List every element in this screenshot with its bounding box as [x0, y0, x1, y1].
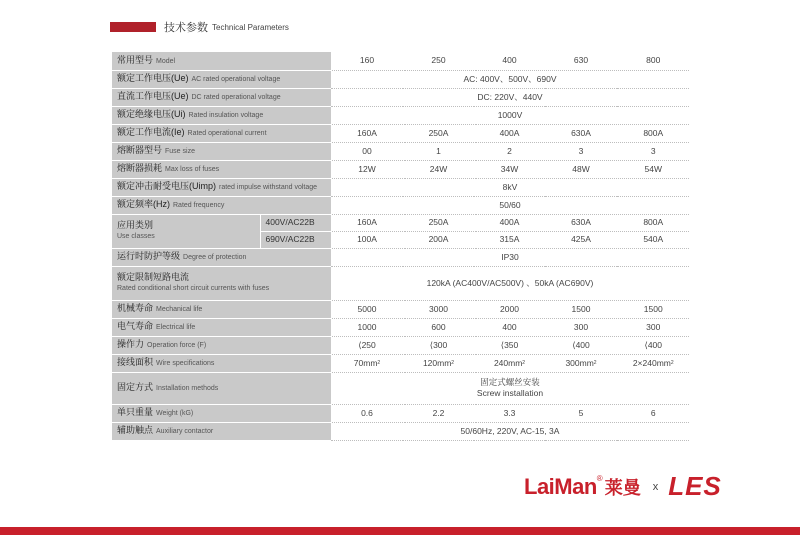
row-mech — [112, 300, 689, 318]
value-cell: 3.3 — [474, 404, 545, 422]
row-max_loss — [112, 160, 689, 178]
value-cell: 1000 — [331, 318, 403, 336]
row-label — [112, 300, 331, 318]
row-label — [112, 178, 331, 196]
value-cell: 34W — [474, 160, 545, 178]
value-cell: 1500 — [617, 300, 689, 318]
install-line-cn: 固定式螺丝安装 — [480, 377, 540, 387]
label-en: AC rated operational voltage — [191, 76, 281, 83]
brand-logo — [524, 471, 722, 502]
label-cn: 常用型号 — [117, 54, 154, 65]
value-cell: 1500 — [545, 300, 617, 318]
technical-parameters-table — [112, 52, 689, 441]
value-cell: 400 — [474, 318, 545, 336]
row-freq — [112, 196, 689, 214]
label-cn: 电气寿命 — [117, 321, 154, 331]
value-cell: 48W — [545, 160, 617, 178]
value-cell: 250A — [403, 124, 474, 142]
value-cell: 160 — [331, 52, 403, 70]
value-cell: 160A — [331, 214, 403, 231]
value-cell: ⟨300 — [403, 336, 474, 354]
label-cn: 额定工作电压(Ue) — [117, 73, 189, 83]
row-label — [112, 106, 331, 124]
section-header — [110, 20, 289, 34]
label-cn: 直流工作电压(Ue) — [117, 91, 189, 101]
merged-value-cell: AC: 400V、500V、690V — [331, 70, 689, 88]
value-cell: 100A — [331, 231, 403, 248]
value-cell: ⟨400 — [545, 336, 617, 354]
value-cell: 2.2 — [403, 404, 474, 422]
value-cell: 300 — [545, 318, 617, 336]
label-en: Rated frequency — [173, 202, 225, 209]
label-en: Wire specifications — [156, 360, 215, 367]
row-label — [112, 196, 331, 214]
value-cell — [474, 354, 545, 372]
value-cell: 1 — [403, 142, 474, 160]
header-title-cn: 技术参数 — [164, 22, 208, 34]
value-cell: 600 — [403, 318, 474, 336]
label-en: Installation methods — [156, 385, 219, 392]
row-ip — [112, 248, 689, 266]
value-cell: 315A — [474, 231, 545, 248]
row-weight — [112, 404, 689, 422]
unit-superscript: 2 — [377, 359, 381, 366]
row-label — [112, 248, 331, 266]
label-cn: 运行时防护等级 — [117, 251, 181, 261]
value-cell: 00 — [331, 142, 403, 160]
value-cell: 400A — [474, 214, 545, 231]
registered-mark: ® — [596, 474, 603, 483]
laiman-logo-cn: 莱曼 — [604, 477, 641, 498]
value-cell: 5000 — [331, 300, 403, 318]
label-en: DC rated operational voltage — [191, 94, 281, 101]
value-cell — [403, 354, 474, 372]
value-cell: 630A — [545, 214, 617, 231]
label-en: Electrical life — [156, 324, 196, 331]
row-force — [112, 336, 689, 354]
label-en: Operation force (F) — [147, 342, 207, 349]
row-label — [112, 422, 331, 440]
label-en: Rated insulation voltage — [188, 112, 264, 119]
row-label — [112, 354, 331, 372]
value-cell: 3 — [617, 142, 689, 160]
label-en: Max loss of fuses — [165, 166, 220, 173]
value-cell: 3 — [545, 142, 617, 160]
label-cn: 机械寿命 — [117, 303, 154, 313]
label-cn: 额定冲击耐受电压(Uimp) — [117, 181, 216, 191]
merged-value-cell: 120kA (AC400V/AC500V) 、50kA (AC690V) — [331, 266, 689, 300]
unit-superscript: 2 — [593, 359, 597, 366]
row-model — [112, 52, 689, 70]
row-use-class-0 — [112, 214, 689, 231]
collab-x: x — [652, 480, 659, 493]
value-cell: 540A — [617, 231, 689, 248]
row-ie — [112, 124, 689, 142]
label-en: Degree of protection — [183, 254, 247, 261]
label-en: Fuse size — [165, 148, 195, 155]
label-cn: 额定绝缘电压(Ui) — [117, 109, 186, 119]
wire-value: 240mm — [493, 357, 523, 368]
value-cell: 250A — [403, 214, 474, 231]
row-ue_dc — [112, 88, 689, 106]
row-label — [112, 214, 260, 248]
label-cn: 熔断器型号 — [117, 145, 163, 155]
value-cell — [617, 354, 689, 372]
row-fuse_size — [112, 142, 689, 160]
bottom-accent-bar — [0, 527, 800, 535]
unit-superscript: 2 — [670, 359, 674, 366]
label-cn: 额定限制短路电流 — [117, 272, 190, 282]
label-cn: 额定工作电流(Ie) — [117, 127, 185, 137]
row-ue_ac — [112, 70, 689, 88]
value-cell: 6 — [617, 404, 689, 422]
value-cell: ⟨350 — [474, 336, 545, 354]
row-installation — [112, 372, 689, 404]
merged-value-cell: 50/60 — [331, 196, 689, 214]
label-cn: 熔断器损耗 — [117, 163, 163, 173]
row-label — [112, 404, 331, 422]
value-cell: 200A — [403, 231, 474, 248]
label-cn: 固定方式 — [117, 382, 154, 392]
use-class-sublabel: 400V/AC22B — [260, 214, 331, 231]
value-cell: 0.6 — [331, 404, 403, 422]
value-cell: 160A — [331, 124, 403, 142]
merged-value-cell: 1000V — [331, 106, 689, 124]
row-label — [112, 88, 331, 106]
row-ui — [112, 106, 689, 124]
use-class-sublabel: 690V/AC22B — [260, 231, 331, 248]
merged-value-cell — [331, 372, 689, 404]
row-label — [112, 70, 331, 88]
row-elec — [112, 318, 689, 336]
label-cn: 操作力 — [117, 339, 145, 349]
label-cn: 辅助触点 — [117, 425, 154, 435]
wire-value: 70mm — [353, 357, 378, 368]
row-label — [112, 266, 331, 300]
label-en: Model — [156, 57, 176, 65]
row-short-circuit — [112, 266, 689, 300]
row-label — [112, 372, 331, 404]
laiman-logo: LaiMan — [524, 473, 597, 499]
les-logo: LES — [668, 471, 722, 501]
label-en: Mechanical life — [156, 306, 203, 313]
label-en: Rated conditional short circuit currents with fuses — [117, 285, 270, 292]
label-en: Use classes — [117, 233, 155, 240]
wire-value: 300mm — [565, 357, 594, 368]
label-en: Weight (kG) — [156, 410, 194, 417]
value-cell: 54W — [617, 160, 689, 178]
row-label — [112, 142, 331, 160]
merged-value-cell: 50/60Hz, 220V, AC-15, 3A — [331, 422, 689, 440]
wire-value: 120mm — [422, 357, 452, 368]
row-label — [112, 160, 331, 178]
value-cell: 400A — [474, 124, 545, 142]
value-cell: 12W — [331, 160, 403, 178]
merged-value-cell: 8kV — [331, 178, 689, 196]
value-cell: 24W — [403, 160, 474, 178]
row-label — [112, 52, 331, 70]
value-cell: 2 — [474, 142, 545, 160]
value-cell: 630 — [545, 52, 617, 70]
row-wire — [112, 354, 689, 372]
install-line-en: Screw installation — [476, 388, 544, 398]
value-cell: 800 — [617, 52, 689, 70]
wire-value: 2×240mm — [632, 357, 671, 368]
header-title-en: Technical Parameters — [212, 22, 289, 32]
row-aux — [112, 422, 689, 440]
value-cell: 630A — [545, 124, 617, 142]
row-label — [112, 318, 331, 336]
value-cell — [545, 354, 617, 372]
header-accent-bar — [110, 22, 156, 32]
row-uimp — [112, 178, 689, 196]
value-cell: 250 — [403, 52, 474, 70]
label-en: Auxiliary contactor — [156, 428, 214, 435]
label-cn: 额定频率(Hz) — [117, 199, 170, 209]
value-cell: 800A — [617, 214, 689, 231]
value-cell: 2000 — [474, 300, 545, 318]
value-cell: 400 — [474, 52, 545, 70]
row-label — [112, 124, 331, 142]
row-label — [112, 336, 331, 354]
merged-value-cell: DC: 220V、440V — [331, 88, 689, 106]
value-cell — [331, 354, 403, 372]
value-cell: 5 — [545, 404, 617, 422]
unit-superscript: 2 — [451, 359, 455, 366]
value-cell: 800A — [617, 124, 689, 142]
merged-value-cell: IP30 — [331, 248, 689, 266]
label-cn: 应用类别 — [117, 220, 154, 230]
label-en: rated impulse withstand voltage — [219, 184, 318, 191]
value-cell: 425A — [545, 231, 617, 248]
unit-superscript: 2 — [522, 359, 526, 366]
label-cn: 单只重量 — [117, 407, 154, 417]
label-cn: 接线面积 — [117, 357, 154, 367]
label-en: Rated operational current — [187, 130, 267, 137]
value-cell: ⟨400 — [617, 336, 689, 354]
value-cell: 300 — [617, 318, 689, 336]
value-cell: ⟨250 — [331, 336, 403, 354]
value-cell: 3000 — [403, 300, 474, 318]
